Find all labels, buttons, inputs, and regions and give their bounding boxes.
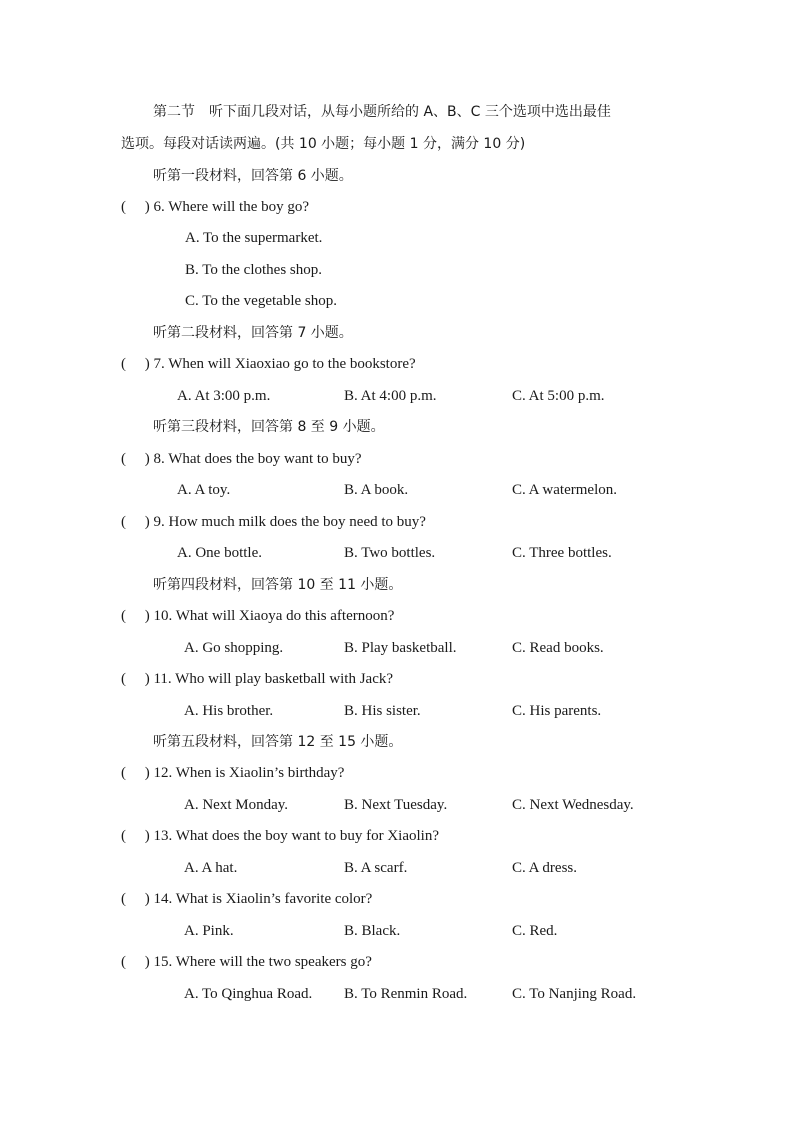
question-15-option-c: C. To Nanjing Road. [512, 986, 637, 1002]
question-6-option-b: B. To the clothes shop. [185, 262, 322, 278]
question-7-option-a: A. At 3:00 p.m. [177, 388, 271, 404]
passage-header-2: 听第二段材料，回答第 7 小题。 [153, 325, 353, 341]
question-12-option-c: C. Next Wednesday. [512, 797, 634, 813]
question-9-option-c: C. Three bottles. [512, 545, 612, 561]
question-7-option-c: C. At 5:00 p.m. [512, 388, 605, 404]
question-6-option-c: C. To the vegetable shop. [185, 293, 337, 309]
question-10-option-b: B. Play basketball. [344, 640, 457, 656]
question-6-option-a: A. To the supermarket. [185, 230, 323, 246]
question-13-option-a: A. A hat. [184, 860, 238, 876]
question-15-option-a: A. To Qinghua Road. [184, 986, 313, 1002]
question-stem-6: ( ) 6. Where will the boy go? [121, 199, 310, 215]
question-8-option-c: C. A watermelon. [512, 482, 617, 498]
question-stem-7: ( ) 7. When will Xiaoxiao go to the bookstore? [121, 356, 416, 372]
question-12-option-a: A. Next Monday. [184, 797, 289, 813]
section-title-line2: 选项。每段对话读两遍。(共 10 小题；每小题 1 分，满分 10 分) [121, 136, 526, 152]
question-11-option-b: B. His sister. [344, 703, 421, 719]
question-8-option-b: B. A book. [344, 482, 409, 498]
question-stem-12: ( ) 12. When is Xiaolin’s birthday? [121, 765, 345, 781]
passage-header-5: 听第五段材料，回答第 12 至 15 小题。 [153, 734, 403, 750]
question-stem-13: ( ) 13. What does the boy want to buy for Xiaolin? [121, 828, 439, 844]
question-stem-11: ( ) 11. Who will play basketball with Jack? [121, 671, 394, 687]
passage-header-1: 听第一段材料，回答第 6 小题。 [153, 168, 353, 184]
question-11-option-a: A. His brother. [184, 703, 274, 719]
question-8-option-a: A. A toy. [177, 482, 231, 498]
question-9-option-b: B. Two bottles. [344, 545, 436, 561]
question-14-option-a: A. Pink. [184, 923, 234, 939]
question-13-option-b: B. A scarf. [344, 860, 408, 876]
question-15-option-b: B. To Renmin Road. [344, 986, 468, 1002]
question-stem-9: ( ) 9. How much milk does the boy need to buy? [121, 514, 426, 530]
question-13-option-c: C. A dress. [512, 860, 578, 876]
question-14-option-b: B. Black. [344, 923, 401, 939]
question-stem-15: ( ) 15. Where will the two speakers go? [121, 954, 372, 970]
passage-header-3: 听第三段材料，回答第 8 至 9 小题。 [153, 419, 385, 435]
question-11-option-c: C. His parents. [512, 703, 602, 719]
question-stem-10: ( ) 10. What will Xiaoya do this afternoon? [121, 608, 395, 624]
passage-header-4: 听第四段材料，回答第 10 至 11 小题。 [153, 577, 403, 593]
question-7-option-b: B. At 4:00 p.m. [344, 388, 437, 404]
question-12-option-b: B. Next Tuesday. [344, 797, 448, 813]
question-10-option-a: A. Go shopping. [184, 640, 284, 656]
question-stem-14: ( ) 14. What is Xiaolin’s favorite color? [121, 891, 373, 907]
question-stem-8: ( ) 8. What does the boy want to buy? [121, 451, 362, 467]
question-10-option-c: C. Read books. [512, 640, 604, 656]
section-title-line1: 第二节 听下面几段对话，从每小题所给的 A、B、C 三个选项中选出最佳 [153, 104, 611, 120]
question-9-option-a: A. One bottle. [177, 545, 262, 561]
question-14-option-c: C. Red. [512, 923, 558, 939]
